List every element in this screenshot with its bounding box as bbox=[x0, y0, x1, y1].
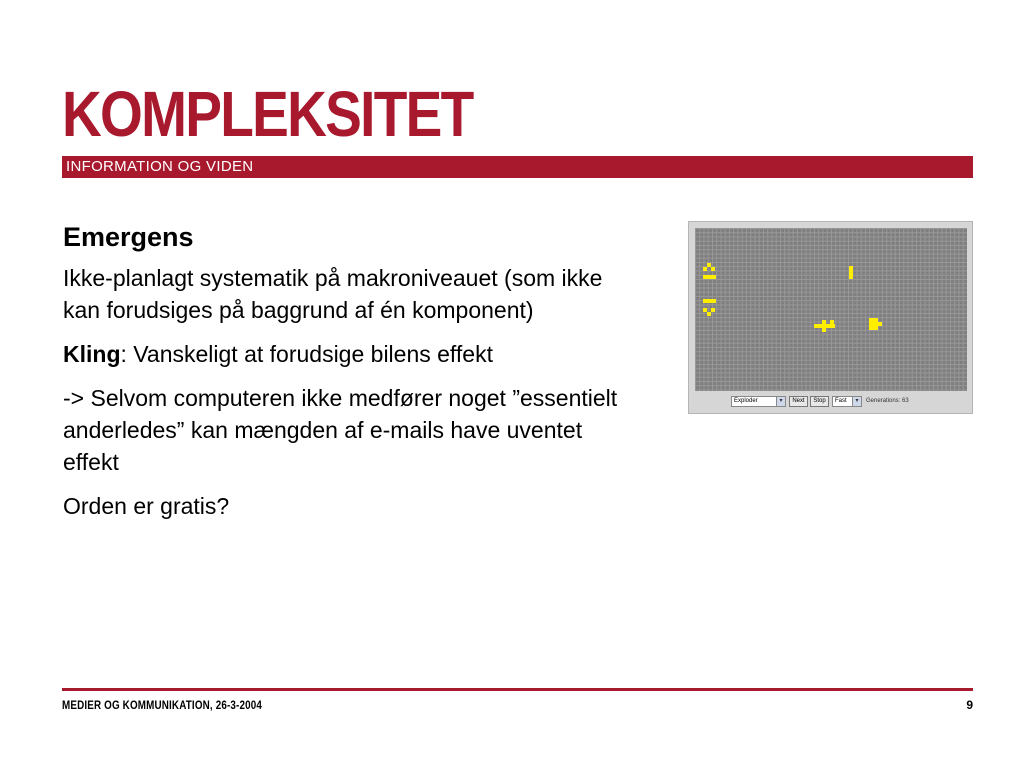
chevron-down-icon: ▾ bbox=[776, 397, 785, 406]
live-cell bbox=[703, 299, 716, 303]
paragraph-computer: -> Selvom computeren ikke medfører noget ”essentielt anderledes” kan mængden af e-mails have uventet effekt bbox=[63, 385, 618, 475]
pattern-select[interactable] bbox=[731, 396, 786, 407]
chevron-down-icon: ▾ bbox=[852, 397, 861, 406]
paragraph-kling bbox=[63, 338, 643, 370]
stop-button[interactable]: Stop bbox=[810, 396, 829, 407]
slide-subtitle: INFORMATION OG VIDEN bbox=[66, 158, 254, 175]
live-cell bbox=[849, 266, 853, 279]
game-of-life-screenshot bbox=[688, 221, 973, 414]
page-number: 9 bbox=[966, 698, 973, 712]
live-cell bbox=[711, 267, 715, 271]
subtitle-bar bbox=[62, 156, 973, 178]
life-controls bbox=[689, 394, 974, 412]
generations-counter: Generations: 63 bbox=[866, 398, 909, 404]
next-button[interactable]: Next bbox=[789, 396, 808, 407]
slide-body bbox=[63, 220, 643, 534]
paragraph-order: Orden er gratis? bbox=[63, 493, 230, 519]
live-cell bbox=[878, 322, 882, 326]
section-heading: Emergens bbox=[63, 222, 194, 252]
speed-select[interactable] bbox=[832, 396, 862, 407]
footer-text: MEDIER OG KOMMUNIKATION, 26-3-2004 bbox=[62, 698, 263, 712]
life-grid bbox=[695, 228, 967, 391]
live-cell bbox=[822, 328, 826, 332]
paragraph-definition: Ikke-planlagt systematik på makroniveauet (som ikke kan forudsiges på baggrund af én komponent) bbox=[63, 265, 603, 323]
live-cell bbox=[703, 267, 707, 271]
live-cell bbox=[703, 275, 716, 279]
live-cell bbox=[711, 308, 715, 312]
speed-select-value: Fast bbox=[835, 398, 847, 404]
pattern-select-value: Exploder bbox=[734, 398, 758, 404]
footer-divider bbox=[62, 688, 973, 691]
live-cell bbox=[707, 312, 711, 316]
live-cell bbox=[830, 320, 834, 324]
slide-title: KOMPLEKSITET bbox=[62, 78, 473, 150]
live-cell bbox=[869, 318, 878, 330]
kling-term: Kling bbox=[63, 341, 121, 367]
kling-text: : Vanskeligt at forudsige bilens effekt bbox=[120, 341, 493, 367]
